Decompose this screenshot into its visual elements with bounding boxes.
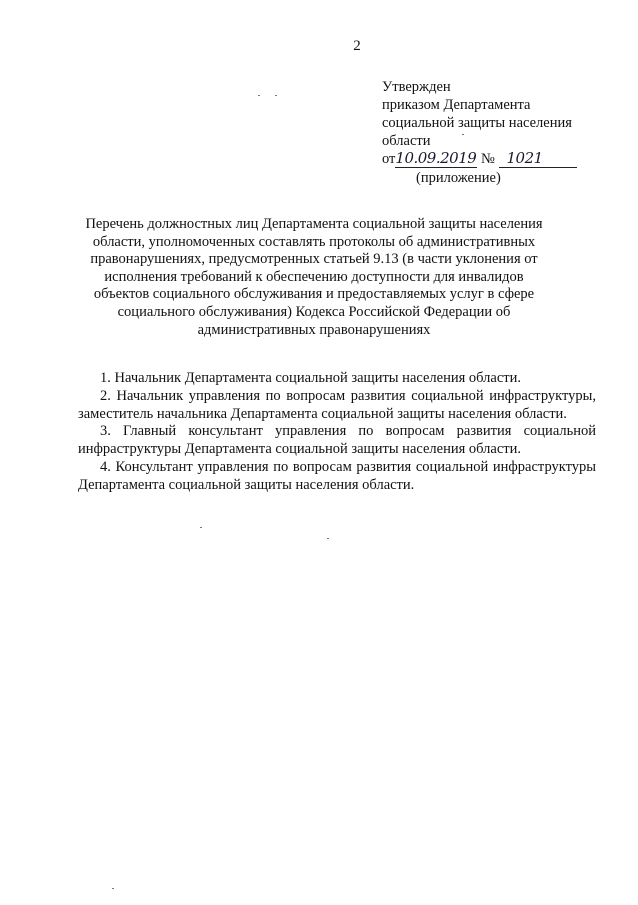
document-title: Перечень должностных лиц Департамента социальной защиты населения области, уполномоченных составлять протоколы об административных правонарушениях, предусмотренных статьей 9.13 (в части уклонения от исполнения требований к обеспечению доступности для инвалидов объектов социального обслуживания и предоставляемых услуг в сфере социального обслуживания) Кодекса Российской Федерации об административных правонарушениях: [85, 216, 543, 338]
approval-line-2: приказом Департамента: [382, 97, 531, 113]
scan-speck: [275, 95, 277, 96]
approval-line-4: области: [382, 133, 431, 149]
scan-speck: [462, 134, 464, 135]
handwritten-number: [499, 151, 577, 168]
list-item: 4. Консультант управления по вопросам развития социальной инфраструктуры Департамента социальной защиты населения области.: [78, 458, 596, 493]
number-sign: №: [481, 151, 495, 167]
scan-speck: [258, 95, 260, 96]
approval-line-1: Утвержден: [382, 79, 451, 95]
approval-line-3: социальной защиты населения: [382, 115, 572, 131]
scan-speck: [200, 527, 202, 528]
officials-list: [78, 370, 596, 495]
approval-date-line: [382, 150, 622, 168]
handwritten-number-text: 1021: [506, 149, 543, 167]
scan-speck: [327, 538, 329, 539]
scan-speck: [112, 888, 114, 889]
approval-block: [382, 78, 622, 187]
list-item: 2. Начальник управления по вопросам развития социальной инфраструктуры, заместитель начальника Департамента социальной защиты населения области.: [78, 387, 596, 422]
date-prefix: от: [382, 151, 396, 167]
page-number: 2: [353, 38, 361, 54]
list-item: 3. Главный консультант управления по вопросам развития социальной инфраструктуры Департамента социальной защиты населения области.: [78, 423, 596, 458]
handwritten-date: [395, 151, 477, 168]
handwritten-date-text: 10.09.2019: [395, 149, 477, 167]
appendix-label: (приложение): [416, 170, 501, 186]
list-item: 1. Начальник Департамента социальной защиты населения области.: [100, 370, 522, 386]
